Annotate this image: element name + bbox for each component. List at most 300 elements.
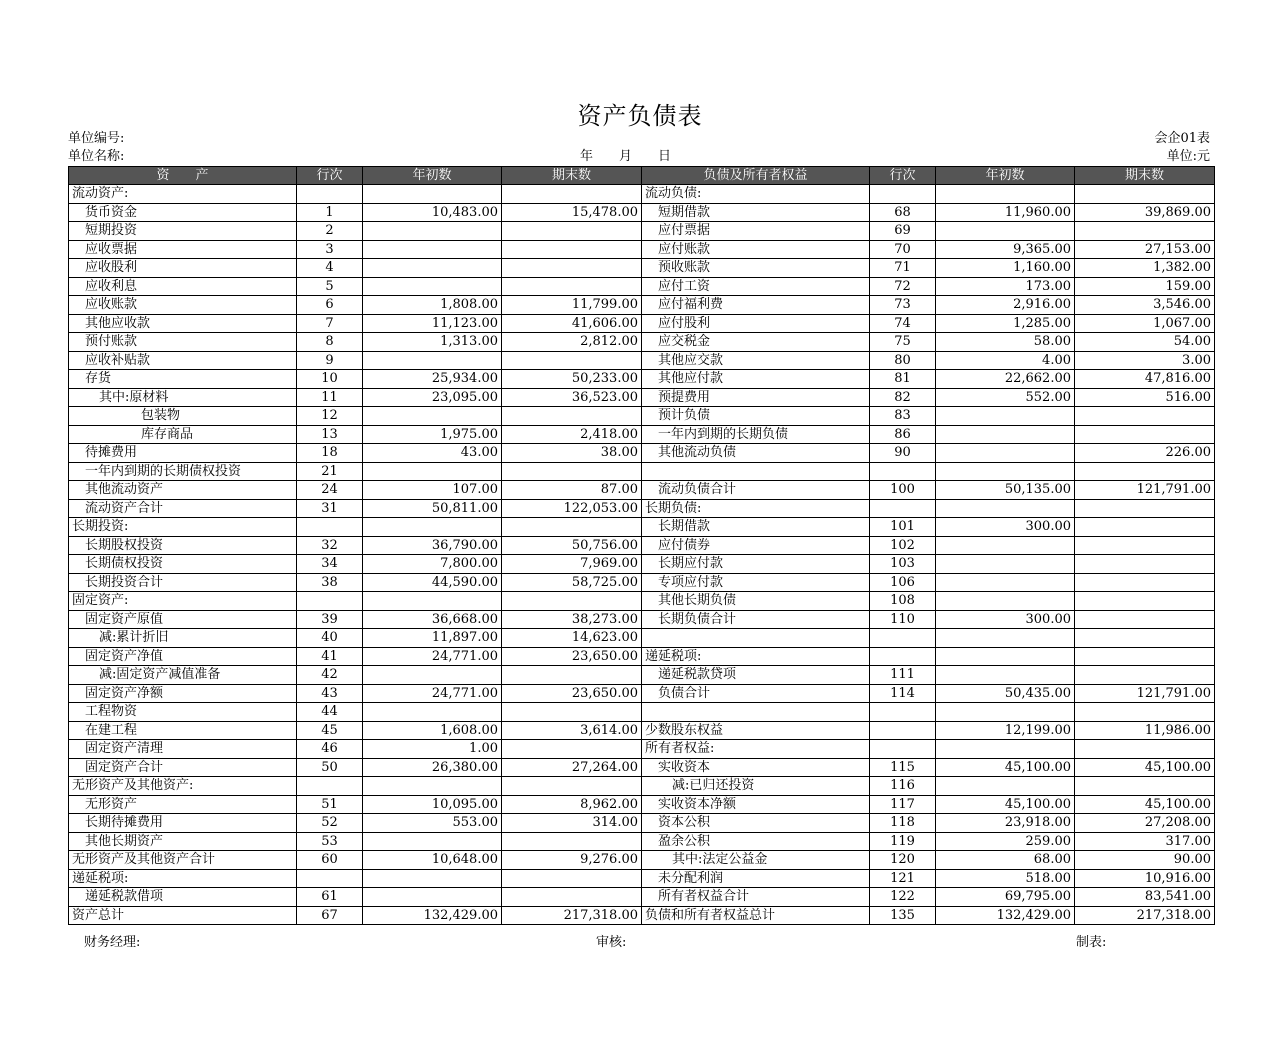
asset-item: 库存商品 — [69, 425, 297, 444]
asset-ending-value: 11,799.00 — [502, 296, 642, 315]
liability-beginning-value — [936, 185, 1075, 204]
asset-ending-value: 23,650.00 — [502, 647, 642, 666]
asset-item: 待摊费用 — [69, 444, 297, 463]
asset-beginning-value: 1,808.00 — [363, 296, 502, 315]
liability-ending-value: 45,100.00 — [1075, 795, 1215, 814]
liability-ending-value: 226.00 — [1075, 444, 1215, 463]
asset-item: 其他长期资产 — [69, 832, 297, 851]
liability-ending-value: 217,318.00 — [1075, 906, 1215, 925]
liability-ending-value — [1075, 666, 1215, 685]
liability-beginning-value — [936, 425, 1075, 444]
table-row — [69, 851, 1215, 870]
asset-line-no: 3 — [297, 240, 363, 259]
table-row — [69, 240, 1215, 259]
liability-line-no: 70 — [870, 240, 936, 259]
asset-item: 固定资产净额 — [69, 684, 297, 703]
asset-beginning-value: 7,800.00 — [363, 555, 502, 574]
liability-ending-value: 47,816.00 — [1075, 370, 1215, 389]
asset-item: 长期债权投资 — [69, 555, 297, 574]
asset-ending-value: 27,264.00 — [502, 758, 642, 777]
report-date-label: 年 月 日 — [580, 149, 672, 164]
asset-ending-value: 14,623.00 — [502, 629, 642, 648]
liability-line-no — [870, 499, 936, 518]
asset-item: 应收账款 — [69, 296, 297, 315]
asset-beginning-value — [363, 240, 502, 259]
liability-beginning-value: 11,960.00 — [936, 203, 1075, 222]
asset-ending-value: 38.00 — [502, 444, 642, 463]
liability-ending-value — [1075, 425, 1215, 444]
asset-ending-value — [502, 518, 642, 537]
liability-line-no: 115 — [870, 758, 936, 777]
liability-beginning-value — [936, 592, 1075, 611]
asset-beginning-value: 44,590.00 — [363, 573, 502, 592]
table-row — [69, 407, 1215, 426]
liability-line-no: 117 — [870, 795, 936, 814]
asset-line-no: 10 — [297, 370, 363, 389]
asset-line-no — [297, 592, 363, 611]
liability-line-no: 108 — [870, 592, 936, 611]
liability-beginning-value — [936, 536, 1075, 555]
asset-ending-value: 122,053.00 — [502, 499, 642, 518]
asset-ending-value — [502, 222, 642, 241]
asset-ending-value — [502, 592, 642, 611]
liability-line-no: 73 — [870, 296, 936, 315]
asset-item: 无形资产及其他资产: — [69, 777, 297, 796]
liability-ending-value — [1075, 518, 1215, 537]
liability-beginning-value: 69,795.00 — [936, 888, 1075, 907]
asset-beginning-value: 25,934.00 — [363, 370, 502, 389]
liability-item — [642, 462, 870, 481]
liability-item: 应交税金 — [642, 333, 870, 352]
table-row — [69, 185, 1215, 204]
asset-ending-value — [502, 259, 642, 278]
table-row — [69, 629, 1215, 648]
asset-ending-value: 2,418.00 — [502, 425, 642, 444]
liability-item: 长期应付款 — [642, 555, 870, 574]
asset-beginning-value — [363, 407, 502, 426]
liability-item: 实收资本净额 — [642, 795, 870, 814]
asset-item: 短期投资 — [69, 222, 297, 241]
table-row — [69, 518, 1215, 537]
asset-ending-value — [502, 703, 642, 722]
liability-item: 其他应交款 — [642, 351, 870, 370]
table-row — [69, 351, 1215, 370]
asset-ending-value: 38,273.00 — [502, 610, 642, 629]
liability-ending-value — [1075, 629, 1215, 648]
liability-line-no: 68 — [870, 203, 936, 222]
liability-ending-value: 516.00 — [1075, 388, 1215, 407]
liability-item: 实收资本 — [642, 758, 870, 777]
liability-ending-value — [1075, 592, 1215, 611]
asset-beginning-value: 10,648.00 — [363, 851, 502, 870]
liability-item: 应付福利费 — [642, 296, 870, 315]
table-row — [69, 740, 1215, 759]
asset-beginning-value: 10,095.00 — [363, 795, 502, 814]
asset-item: 长期股权投资 — [69, 536, 297, 555]
asset-item: 固定资产: — [69, 592, 297, 611]
asset-beginning-value — [363, 277, 502, 296]
liability-ending-value — [1075, 222, 1215, 241]
asset-line-no: 6 — [297, 296, 363, 315]
table-row — [69, 666, 1215, 685]
asset-line-no: 1 — [297, 203, 363, 222]
asset-beginning-value: 23,095.00 — [363, 388, 502, 407]
liability-line-no: 102 — [870, 536, 936, 555]
liability-ending-value: 27,208.00 — [1075, 814, 1215, 833]
table-row — [69, 462, 1215, 481]
asset-ending-value: 2,812.00 — [502, 333, 642, 352]
asset-ending-value: 9,276.00 — [502, 851, 642, 870]
asset-item: 无形资产及其他资产合计 — [69, 851, 297, 870]
liability-beginning-value — [936, 444, 1075, 463]
asset-item: 其中:原材料 — [69, 388, 297, 407]
asset-item: 货币资金 — [69, 203, 297, 222]
liability-item: 应付股利 — [642, 314, 870, 333]
asset-item: 固定资产原值 — [69, 610, 297, 629]
liability-beginning-value: 132,429.00 — [936, 906, 1075, 925]
asset-line-no: 4 — [297, 259, 363, 278]
liability-ending-value: 83,541.00 — [1075, 888, 1215, 907]
asset-line-no: 42 — [297, 666, 363, 685]
balance-sheet-table — [68, 166, 1215, 925]
asset-item: 长期投资: — [69, 518, 297, 537]
table-row — [69, 314, 1215, 333]
asset-beginning-value: 11,897.00 — [363, 629, 502, 648]
liability-item: 所有者权益合计 — [642, 888, 870, 907]
liability-line-no: 90 — [870, 444, 936, 463]
asset-beginning-value: 1,608.00 — [363, 721, 502, 740]
asset-line-no: 32 — [297, 536, 363, 555]
form-code: 会企01表 — [1154, 131, 1210, 146]
table-row — [69, 277, 1215, 296]
liability-line-no: 110 — [870, 610, 936, 629]
liability-line-no: 71 — [870, 259, 936, 278]
liability-beginning-value: 518.00 — [936, 869, 1075, 888]
liability-beginning-value — [936, 222, 1075, 241]
liability-line-no: 114 — [870, 684, 936, 703]
table-row — [69, 832, 1215, 851]
asset-beginning-value — [363, 869, 502, 888]
asset-line-no: 5 — [297, 277, 363, 296]
asset-ending-value — [502, 240, 642, 259]
asset-beginning-value — [363, 518, 502, 537]
table-row — [69, 795, 1215, 814]
asset-item: 应收补贴款 — [69, 351, 297, 370]
liability-line-no: 81 — [870, 370, 936, 389]
liability-line-no: 118 — [870, 814, 936, 833]
liability-ending-value — [1075, 185, 1215, 204]
asset-line-no: 41 — [297, 647, 363, 666]
asset-line-no: 46 — [297, 740, 363, 759]
header-liabilities-equity: 负债及所有者权益 — [642, 167, 870, 185]
liability-beginning-value — [936, 666, 1075, 685]
header-line-no: 行次 — [297, 167, 363, 185]
liability-beginning-value: 259.00 — [936, 832, 1075, 851]
asset-item: 流动资产合计 — [69, 499, 297, 518]
liability-item: 应付债券 — [642, 536, 870, 555]
asset-ending-value — [502, 666, 642, 685]
table-row — [69, 222, 1215, 241]
liability-item: 预计负债 — [642, 407, 870, 426]
liability-ending-value: 317.00 — [1075, 832, 1215, 851]
asset-ending-value: 58,725.00 — [502, 573, 642, 592]
header-line-no: 行次 — [870, 167, 936, 185]
currency-unit: 单位:元 — [1166, 149, 1210, 164]
asset-line-no — [297, 185, 363, 204]
asset-beginning-value: 553.00 — [363, 814, 502, 833]
liability-beginning-value: 68.00 — [936, 851, 1075, 870]
liability-beginning-value: 173.00 — [936, 277, 1075, 296]
asset-ending-value — [502, 888, 642, 907]
liability-beginning-value: 58.00 — [936, 333, 1075, 352]
asset-ending-value: 23,650.00 — [502, 684, 642, 703]
asset-ending-value — [502, 407, 642, 426]
table-row — [69, 425, 1215, 444]
liability-line-no — [870, 721, 936, 740]
liability-beginning-value — [936, 555, 1075, 574]
liability-ending-value: 45,100.00 — [1075, 758, 1215, 777]
asset-item: 一年内到期的长期债权投资 — [69, 462, 297, 481]
liability-item: 长期借款 — [642, 518, 870, 537]
table-row — [69, 814, 1215, 833]
liability-line-no — [870, 462, 936, 481]
asset-ending-value — [502, 832, 642, 851]
asset-line-no: 51 — [297, 795, 363, 814]
liability-line-no: 121 — [870, 869, 936, 888]
asset-ending-value — [502, 462, 642, 481]
liability-ending-value — [1075, 573, 1215, 592]
asset-line-no: 61 — [297, 888, 363, 907]
liability-ending-value: 10,916.00 — [1075, 869, 1215, 888]
liability-item: 短期借款 — [642, 203, 870, 222]
liability-item: 未分配利润 — [642, 869, 870, 888]
liability-line-no: 100 — [870, 481, 936, 500]
asset-item: 应收票据 — [69, 240, 297, 259]
asset-item: 无形资产 — [69, 795, 297, 814]
liability-line-no: 72 — [870, 277, 936, 296]
liability-beginning-value: 4.00 — [936, 351, 1075, 370]
liability-item: 一年内到期的长期负债 — [642, 425, 870, 444]
asset-line-no: 43 — [297, 684, 363, 703]
liability-ending-value — [1075, 777, 1215, 796]
liability-item: 长期负债合计 — [642, 610, 870, 629]
liability-beginning-value — [936, 573, 1075, 592]
liability-ending-value — [1075, 740, 1215, 759]
asset-item: 固定资产合计 — [69, 758, 297, 777]
liability-line-no: 86 — [870, 425, 936, 444]
asset-beginning-value — [363, 888, 502, 907]
liability-item: 预收账款 — [642, 259, 870, 278]
asset-beginning-value — [363, 666, 502, 685]
liability-item: 其他长期负债 — [642, 592, 870, 611]
asset-item: 其他应收款 — [69, 314, 297, 333]
table-header-row — [69, 167, 1215, 185]
liability-ending-value — [1075, 499, 1215, 518]
unit-name-label: 单位名称: — [68, 149, 125, 164]
table-row — [69, 555, 1215, 574]
liability-item: 其他流动负债 — [642, 444, 870, 463]
table-row — [69, 906, 1215, 925]
liability-ending-value — [1075, 610, 1215, 629]
asset-line-no — [297, 869, 363, 888]
liability-item: 盈余公积 — [642, 832, 870, 851]
asset-beginning-value: 24,771.00 — [363, 684, 502, 703]
asset-line-no: 34 — [297, 555, 363, 574]
liability-line-no: 116 — [870, 777, 936, 796]
audit-label: 审核: — [596, 935, 627, 950]
asset-item: 长期投资合计 — [69, 573, 297, 592]
table-row — [69, 333, 1215, 352]
asset-beginning-value: 50,811.00 — [363, 499, 502, 518]
report-title: 资产负债表 — [577, 102, 703, 130]
asset-beginning-value: 36,790.00 — [363, 536, 502, 555]
asset-ending-value — [502, 777, 642, 796]
asset-ending-value: 8,962.00 — [502, 795, 642, 814]
asset-beginning-value — [363, 592, 502, 611]
asset-line-no: 21 — [297, 462, 363, 481]
table-row — [69, 758, 1215, 777]
asset-ending-value: 15,478.00 — [502, 203, 642, 222]
asset-beginning-value: 10,483.00 — [363, 203, 502, 222]
asset-line-no: 52 — [297, 814, 363, 833]
liability-ending-value — [1075, 555, 1215, 574]
liability-line-no: 120 — [870, 851, 936, 870]
asset-line-no: 39 — [297, 610, 363, 629]
liability-beginning-value — [936, 647, 1075, 666]
asset-ending-value: 36,523.00 — [502, 388, 642, 407]
asset-beginning-value — [363, 777, 502, 796]
header-beginning: 年初数 — [936, 167, 1075, 185]
asset-line-no: 9 — [297, 351, 363, 370]
liability-ending-value — [1075, 462, 1215, 481]
asset-line-no: 40 — [297, 629, 363, 648]
liability-beginning-value — [936, 703, 1075, 722]
table-row — [69, 684, 1215, 703]
asset-item: 资产总计 — [69, 906, 297, 925]
asset-ending-value: 3,614.00 — [502, 721, 642, 740]
liability-item: 其他应付款 — [642, 370, 870, 389]
liability-item: 减:已归还投资 — [642, 777, 870, 796]
liability-line-no: 106 — [870, 573, 936, 592]
asset-item: 流动资产: — [69, 185, 297, 204]
prepared-by-label: 制表: — [1076, 935, 1107, 950]
asset-line-no: 18 — [297, 444, 363, 463]
table-row — [69, 388, 1215, 407]
liability-beginning-value: 1,160.00 — [936, 259, 1075, 278]
liability-line-no: 83 — [870, 407, 936, 426]
asset-beginning-value — [363, 703, 502, 722]
liability-line-no: 80 — [870, 351, 936, 370]
liability-beginning-value — [936, 777, 1075, 796]
asset-item: 其他流动资产 — [69, 481, 297, 500]
liability-ending-value: 1,382.00 — [1075, 259, 1215, 278]
liability-beginning-value: 300.00 — [936, 610, 1075, 629]
liability-item: 流动负债: — [642, 185, 870, 204]
asset-line-no: 13 — [297, 425, 363, 444]
asset-item: 工程物资 — [69, 703, 297, 722]
liability-line-no: 74 — [870, 314, 936, 333]
liability-line-no: 119 — [870, 832, 936, 851]
asset-line-no: 38 — [297, 573, 363, 592]
asset-line-no: 31 — [297, 499, 363, 518]
liability-line-no: 122 — [870, 888, 936, 907]
asset-ending-value: 217,318.00 — [502, 906, 642, 925]
asset-ending-value — [502, 185, 642, 204]
liability-line-no — [870, 647, 936, 666]
liability-item: 长期负债: — [642, 499, 870, 518]
liability-item: 其中:法定公益金 — [642, 851, 870, 870]
liability-line-no — [870, 629, 936, 648]
asset-item: 固定资产清理 — [69, 740, 297, 759]
table-row — [69, 592, 1215, 611]
asset-item: 在建工程 — [69, 721, 297, 740]
liability-beginning-value: 50,435.00 — [936, 684, 1075, 703]
asset-line-no: 44 — [297, 703, 363, 722]
asset-beginning-value: 107.00 — [363, 481, 502, 500]
asset-beginning-value — [363, 185, 502, 204]
liability-ending-value — [1075, 703, 1215, 722]
liability-beginning-value: 22,662.00 — [936, 370, 1075, 389]
asset-beginning-value — [363, 462, 502, 481]
asset-line-no: 2 — [297, 222, 363, 241]
asset-line-no: 11 — [297, 388, 363, 407]
liability-beginning-value — [936, 462, 1075, 481]
asset-ending-value: 50,233.00 — [502, 370, 642, 389]
liability-line-no: 69 — [870, 222, 936, 241]
asset-item: 长期待摊费用 — [69, 814, 297, 833]
asset-line-no: 8 — [297, 333, 363, 352]
liability-beginning-value — [936, 629, 1075, 648]
asset-beginning-value: 1,313.00 — [363, 333, 502, 352]
asset-ending-value — [502, 277, 642, 296]
asset-line-no: 45 — [297, 721, 363, 740]
liability-item: 应付票据 — [642, 222, 870, 241]
table-row — [69, 481, 1215, 500]
asset-beginning-value — [363, 832, 502, 851]
asset-line-no: 53 — [297, 832, 363, 851]
unit-code-label: 单位编号: — [68, 131, 125, 146]
liability-beginning-value — [936, 740, 1075, 759]
manager-label: 财务经理: — [84, 935, 141, 950]
asset-beginning-value: 26,380.00 — [363, 758, 502, 777]
liability-item — [642, 703, 870, 722]
asset-item: 应收利息 — [69, 277, 297, 296]
asset-beginning-value — [363, 351, 502, 370]
liability-item: 负债和所有者权益总计 — [642, 906, 870, 925]
table-row — [69, 259, 1215, 278]
header-ending: 期末数 — [502, 167, 642, 185]
liability-ending-value — [1075, 647, 1215, 666]
liability-line-no: 82 — [870, 388, 936, 407]
asset-line-no: 12 — [297, 407, 363, 426]
asset-line-no: 67 — [297, 906, 363, 925]
asset-beginning-value: 1,975.00 — [363, 425, 502, 444]
asset-beginning-value: 43.00 — [363, 444, 502, 463]
asset-ending-value: 87.00 — [502, 481, 642, 500]
liability-ending-value: 54.00 — [1075, 333, 1215, 352]
liability-ending-value: 90.00 — [1075, 851, 1215, 870]
asset-ending-value — [502, 869, 642, 888]
liability-ending-value: 1,067.00 — [1075, 314, 1215, 333]
asset-line-no: 50 — [297, 758, 363, 777]
liability-beginning-value — [936, 499, 1075, 518]
asset-beginning-value: 132,429.00 — [363, 906, 502, 925]
asset-item: 存货 — [69, 370, 297, 389]
liability-ending-value: 121,791.00 — [1075, 481, 1215, 500]
liability-beginning-value: 45,100.00 — [936, 758, 1075, 777]
table-row — [69, 296, 1215, 315]
table-row — [69, 573, 1215, 592]
